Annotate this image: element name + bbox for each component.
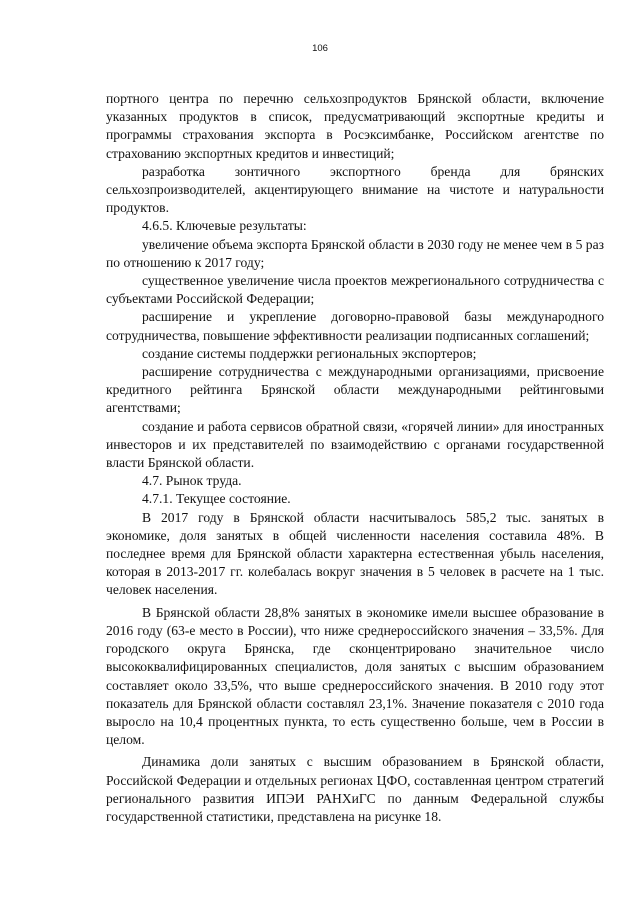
paragraph-hotline: создание и работа сервисов обратной связи, «горячей линии» для иностранных инвесторов и их представителей по взаимодействию с органами государственной власти Брянской области.: [106, 418, 604, 471]
section-heading-key-results: 4.6.5. Ключевые результаты:: [142, 218, 307, 234]
document-body: [106, 90, 604, 826]
paragraph-interregional-projects: существенное увеличение числа проектов межрегионального сотрудничества с субъектами Российской Федерации;: [106, 273, 604, 307]
paragraph-employment-2017: В 2017 году в Брянской области насчитывалось 585,2 тыс. занятых в экономике, доля занятых в общей численности населения составила 48%. В последнее время для Брянской области характерна естественная убыль населения, которая в 2013-2017 гг. колебалась вокруг значения в 5 человек в расчете на 1 тыс. человек населения.: [106, 509, 604, 598]
paragraph-higher-education: В Брянской области 28,8% занятых в экономике имели высшее образование в 2016 году (63-е место в России), что ниже среднероссийского значения – 33,5%. Для городского округа Брянска, где сконцентрировано значительное число высококвалифицированных специалистов, доля занятых с высшим образованием составляет около 33,5%, что выше среднероссийского значения. В 2010 году этот показатель для Брянской области составлял 23,1%. Значение показателя с 2010 года выросло на 10,4 процентных пункта, то есть существенно больше, чем в России в целом.: [106, 604, 604, 748]
section-heading-current-state: 4.7.1. Текущее состояние.: [142, 491, 291, 507]
paragraph-export-center: портного центра по перечню сельхозпродуктов Брянской области, включение указанных продуктов в список, предусматривающий экспортные кредиты и программы страхования экспорта в Росэксимбанке, Российском агентстве по страхованию экспортных кредитов и инвестиций;: [106, 91, 604, 161]
page-number: 106: [312, 43, 328, 54]
paragraph-legal-framework: расширение и укрепление договорно-правовой базы международного сотрудничества, повышение эффективности реализации подписанных соглашений;: [106, 309, 604, 343]
section-heading-labor-market: 4.7. Рынок труда.: [142, 473, 242, 489]
paragraph-credit-rating: расширение сотрудничества с международными организациями, присвоение кредитного рейтинга Брянской области международными рейтинговыми агентствами;: [106, 364, 604, 416]
paragraph-export-growth: увеличение объема экспорта Брянской области в 2030 году не менее чем в 5 раз по отношению к 2017 году;: [106, 236, 604, 270]
paragraph-exporter-support: создание системы поддержки региональных экспортеров;: [142, 345, 477, 361]
paragraph-umbrella-brand: разработка зонтичного экспортного бренда для брянских сельхозпроизводителей, акцентирующего внимание на чистоте и натуральности продуктов.: [106, 163, 604, 216]
paragraph-figure-reference: Динамика доли занятых с высшим образованием в Брянской области, Российской Федерации и отдельных регионах ЦФО, составленная центром стратегий регионального развития ИПЭИ РАНХиГС по данным Федеральной службы государственной статистики, представлена на рисунке 18.: [106, 754, 604, 824]
